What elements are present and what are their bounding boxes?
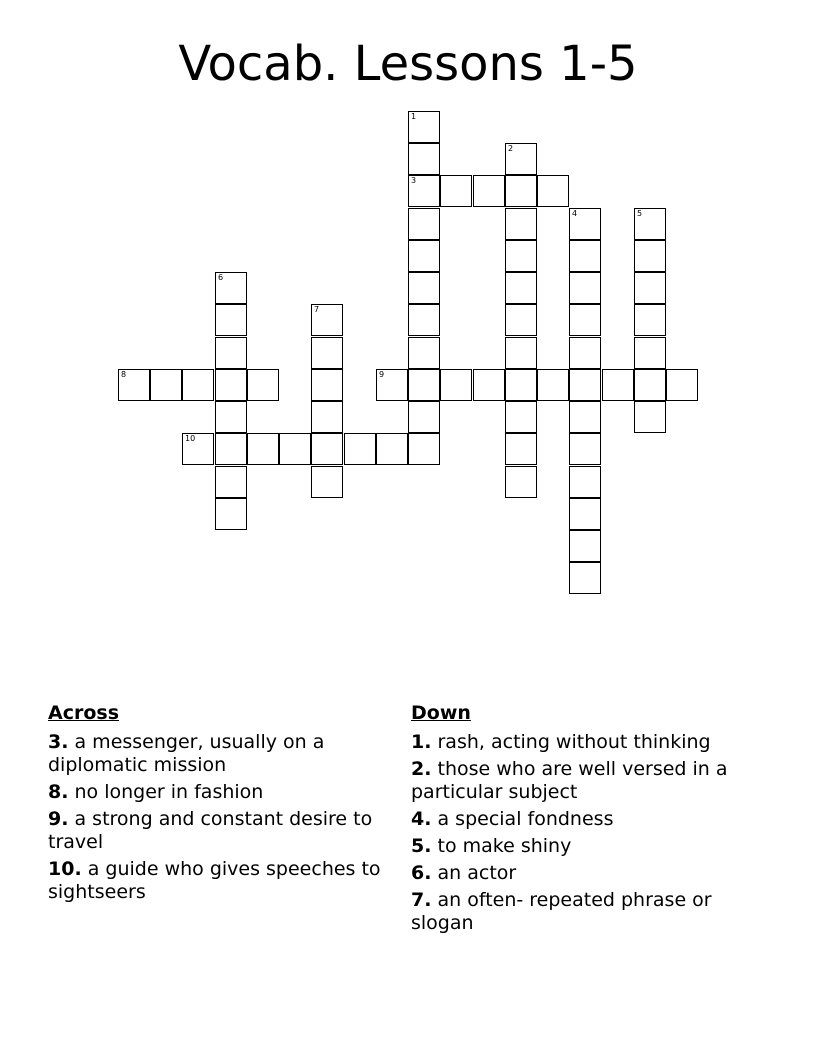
grid-cell[interactable] (602, 369, 634, 401)
grid-cell[interactable] (215, 498, 247, 530)
grid-cell[interactable] (505, 466, 537, 498)
down-clue-6 (411, 862, 756, 885)
grid-cell[interactable] (505, 369, 537, 401)
clue-number: 8. (48, 781, 69, 803)
grid-cell[interactable] (505, 337, 537, 369)
clue-number: 3. (48, 731, 69, 753)
grid-cell[interactable] (505, 240, 537, 272)
clue-text: a guide who gives speeches to sightseers (48, 858, 381, 903)
grid-cell[interactable] (473, 175, 505, 207)
grid-cell[interactable] (408, 337, 440, 369)
clue-number-label: 3 (411, 176, 417, 185)
grid-cell[interactable] (505, 175, 537, 207)
grid-cell[interactable] (408, 433, 440, 465)
grid-cell[interactable] (569, 498, 601, 530)
grid-cell[interactable] (634, 337, 666, 369)
grid-cell[interactable] (569, 337, 601, 369)
clue-number-label: 2 (508, 144, 514, 153)
grid-cell[interactable] (408, 175, 440, 207)
grid-cell[interactable] (634, 240, 666, 272)
across-clue-10 (48, 858, 388, 904)
grid-cell[interactable] (215, 272, 247, 304)
clue-number: 10. (48, 858, 82, 880)
grid-cell[interactable] (408, 208, 440, 240)
puzzle-title: Vocab. Lessons 1-5 (178, 36, 638, 92)
grid-cell[interactable] (408, 272, 440, 304)
down-clue-5 (411, 835, 756, 858)
grid-cell[interactable] (376, 369, 408, 401)
grid-cell[interactable] (569, 369, 601, 401)
grid-cell[interactable] (408, 143, 440, 175)
clue-number: 9. (48, 808, 69, 830)
grid-cell[interactable] (408, 369, 440, 401)
clue-number: 1. (411, 731, 432, 753)
clue-number: 4. (411, 808, 432, 830)
grid-cell[interactable] (408, 240, 440, 272)
grid-cell[interactable] (569, 466, 601, 498)
grid-cell[interactable] (376, 433, 408, 465)
down-clue-1 (411, 731, 756, 754)
grid-cell[interactable] (569, 433, 601, 465)
grid-cell[interactable] (440, 175, 472, 207)
across-clue-3 (48, 731, 388, 777)
grid-cell[interactable] (247, 369, 279, 401)
across-clue-8 (48, 781, 388, 804)
clue-text: rash, acting without thinking (437, 731, 711, 753)
grid-cell[interactable] (182, 369, 214, 401)
grid-cell[interactable] (182, 433, 214, 465)
clue-number: 5. (411, 835, 432, 857)
grid-cell[interactable] (634, 304, 666, 336)
grid-cell[interactable] (569, 401, 601, 433)
across-clues (48, 702, 388, 908)
down-clue-4 (411, 808, 756, 831)
grid-cell[interactable] (473, 369, 505, 401)
clue-text: an actor (437, 862, 517, 884)
clue-text: those who are well versed in a particular subject (411, 758, 728, 803)
clue-text: no longer in fashion (74, 781, 264, 803)
grid-cell[interactable] (344, 433, 376, 465)
grid-cell[interactable] (505, 433, 537, 465)
clue-number-label: 4 (572, 209, 578, 218)
clue-number-label: 6 (218, 273, 224, 282)
grid-cell[interactable] (505, 272, 537, 304)
grid-cell[interactable] (279, 433, 311, 465)
grid-cell[interactable] (215, 337, 247, 369)
grid-cell[interactable] (215, 401, 247, 433)
grid-cell[interactable] (408, 401, 440, 433)
grid-cell[interactable] (569, 272, 601, 304)
across-clue-9 (48, 808, 388, 854)
clue-text: an often- repeated phrase or slogan (411, 889, 712, 934)
grid-cell[interactable] (311, 433, 343, 465)
grid-cell[interactable] (408, 304, 440, 336)
clue-number: 7. (411, 889, 432, 911)
down-clue-2 (411, 758, 756, 804)
across-heading: Across (48, 702, 120, 724)
grid-cell[interactable] (311, 304, 343, 336)
grid-cell[interactable] (569, 208, 601, 240)
clue-number: 6. (411, 862, 432, 884)
grid-cell[interactable] (505, 208, 537, 240)
grid-cell[interactable] (505, 401, 537, 433)
clue-text: a special fondness (437, 808, 614, 830)
grid-cell[interactable] (118, 369, 150, 401)
grid-cell[interactable] (569, 240, 601, 272)
grid-cell[interactable] (537, 175, 569, 207)
clue-number-label: 8 (121, 370, 127, 379)
grid-cell[interactable] (215, 466, 247, 498)
clue-number-label: 9 (379, 370, 385, 379)
grid-cell[interactable] (215, 369, 247, 401)
clue-text: a strong and constant desire to travel (48, 808, 373, 853)
down-clues (411, 702, 756, 939)
grid-cell[interactable] (408, 111, 440, 143)
grid-cell[interactable] (215, 304, 247, 336)
clue-text: to make shiny (437, 835, 572, 857)
clue-text: a messenger, usually on a diplomatic mission (48, 731, 325, 776)
clue-number-label: 7 (314, 305, 320, 314)
grid-cell[interactable] (537, 369, 569, 401)
clue-number-label: 10 (185, 434, 196, 443)
clue-number-label: 5 (637, 209, 643, 218)
grid-cell[interactable] (247, 433, 279, 465)
grid-cell[interactable] (569, 530, 601, 562)
grid-cell[interactable] (311, 369, 343, 401)
grid-cell[interactable] (150, 369, 182, 401)
grid-cell[interactable] (569, 562, 601, 594)
grid-cell[interactable] (311, 401, 343, 433)
grid-cell[interactable] (311, 337, 343, 369)
grid-cell[interactable] (505, 304, 537, 336)
grid-cell[interactable] (311, 466, 343, 498)
grid-cell[interactable] (440, 369, 472, 401)
grid-cell[interactable] (634, 369, 666, 401)
grid-cell[interactable] (634, 272, 666, 304)
grid-cell[interactable] (215, 433, 247, 465)
grid-cell[interactable] (505, 143, 537, 175)
grid-cell[interactable] (634, 401, 666, 433)
clue-number-label: 1 (411, 112, 417, 121)
down-clue-7 (411, 889, 756, 935)
clue-number: 2. (411, 758, 432, 780)
grid-cell[interactable] (634, 208, 666, 240)
down-heading: Down (411, 702, 471, 724)
grid-cell[interactable] (569, 304, 601, 336)
grid-cell[interactable] (666, 369, 698, 401)
